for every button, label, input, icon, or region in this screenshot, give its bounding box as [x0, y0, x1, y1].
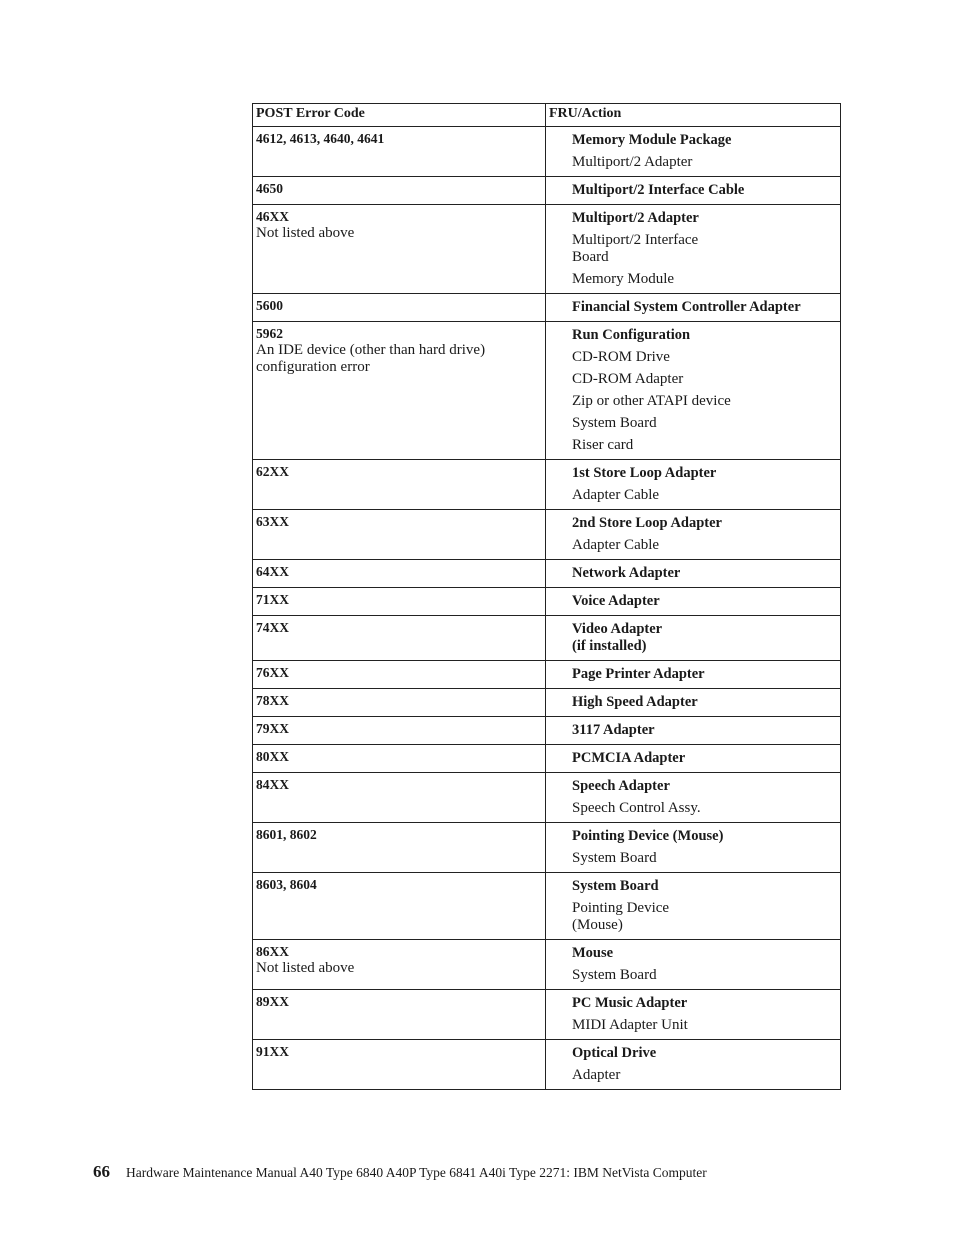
fru-action-cell: [546, 588, 841, 616]
post-error-table: [252, 103, 841, 1090]
fru-action-cell: [546, 689, 841, 717]
fru-item: Memory Module: [572, 271, 675, 287]
error-description: Not listed above: [256, 960, 355, 976]
error-code: 80XX: [256, 749, 289, 764]
table-row: [253, 1040, 841, 1090]
error-code: 8603, 8604: [256, 877, 317, 892]
header-fru-action: FRU/Action: [546, 104, 841, 127]
fru-item: Multiport/2 Adapter: [572, 154, 693, 170]
page-number: 66: [93, 1162, 110, 1181]
fru-item-primary: Optical Drive: [572, 1045, 657, 1061]
fru-item-primary: 2nd Store Loop Adapter: [572, 515, 722, 531]
fru-item-primary: 3117 Adapter: [572, 722, 655, 738]
post-code-cell: [253, 560, 546, 588]
fru-item-primary: Network Adapter: [572, 565, 681, 581]
table-row: [253, 873, 841, 940]
table-row: [253, 127, 841, 177]
error-code: 5962: [256, 326, 283, 341]
fru-action-cell: [546, 616, 841, 661]
fru-action-cell: [546, 460, 841, 510]
fru-item-primary: Speech Adapter: [572, 778, 670, 794]
fru-item-primary: System Board: [572, 878, 659, 894]
fru-item-primary: Multiport/2 Adapter: [572, 210, 699, 226]
fru-item: Adapter Cable: [572, 487, 660, 503]
error-code: 4650: [256, 181, 283, 196]
table-row: [253, 717, 841, 745]
post-code-cell: [253, 460, 546, 510]
table-row: [253, 616, 841, 661]
fru-action-cell: [546, 990, 841, 1040]
post-code-cell: [253, 717, 546, 745]
post-code-cell: [253, 205, 546, 294]
fru-item-primary: Memory Module Package: [572, 132, 732, 148]
fru-item: Speech Control Assy.: [572, 800, 701, 816]
fru-action-cell: [546, 127, 841, 177]
fru-item: System Board: [572, 850, 657, 866]
post-code-cell: [253, 616, 546, 661]
fru-item-primary: Page Printer Adapter: [572, 666, 705, 682]
post-code-cell: [253, 127, 546, 177]
fru-item: Riser card: [572, 437, 634, 453]
fru-action-cell: [546, 322, 841, 460]
fru-item-primary: Run Configuration: [572, 327, 691, 343]
fru-item: System Board: [572, 415, 657, 431]
error-code: 84XX: [256, 777, 289, 792]
fru-item: Adapter Cable: [572, 537, 660, 553]
post-code-cell: [253, 990, 546, 1040]
post-code-cell: [253, 322, 546, 460]
table-row: [253, 940, 841, 990]
fru-action-cell: [546, 1040, 841, 1090]
fru-item-primary: Pointing Device (Mouse): [572, 828, 724, 844]
fru-action-cell: [546, 205, 841, 294]
fru-action-cell: [546, 177, 841, 205]
error-code: 74XX: [256, 620, 289, 635]
fru-action-cell: [546, 745, 841, 773]
fru-action-cell: [546, 873, 841, 940]
post-code-cell: [253, 823, 546, 873]
fru-item-primary: Video Adapter (if installed): [572, 621, 663, 654]
post-code-cell: [253, 294, 546, 322]
error-code: 62XX: [256, 464, 289, 479]
error-code: 64XX: [256, 564, 289, 579]
table-row: [253, 773, 841, 823]
error-code: 46XX: [256, 209, 289, 224]
post-code-cell: [253, 689, 546, 717]
post-code-cell: [253, 661, 546, 689]
error-code: 91XX: [256, 1044, 289, 1059]
fru-item: Multiport/2 Interface Board: [572, 232, 699, 265]
table-body: [253, 127, 841, 1090]
fru-item-primary: Multiport/2 Interface Cable: [572, 182, 745, 198]
error-code: 4612, 4613, 4640, 4641: [256, 131, 385, 146]
table-row: [253, 205, 841, 294]
fru-item-primary: 1st Store Loop Adapter: [572, 465, 717, 481]
fru-item: CD-ROM Drive: [572, 349, 670, 365]
fru-action-cell: [546, 510, 841, 560]
fru-item-primary: Voice Adapter: [572, 593, 660, 609]
fru-item: System Board: [572, 967, 657, 983]
table-row: [253, 588, 841, 616]
table-row: [253, 745, 841, 773]
post-code-cell: [253, 510, 546, 560]
post-code-cell: [253, 745, 546, 773]
error-code: 63XX: [256, 514, 289, 529]
footer-title: Hardware Maintenance Manual A40 Type 6840 A40P Type 6841 A40i Type 2271: IBM NetVista Computer: [126, 1165, 707, 1180]
fru-action-cell: [546, 661, 841, 689]
post-code-cell: [253, 1040, 546, 1090]
page-footer: [93, 1162, 707, 1182]
error-code: 76XX: [256, 665, 289, 680]
post-code-cell: [253, 940, 546, 990]
error-code: 71XX: [256, 592, 289, 607]
post-code-cell: [253, 177, 546, 205]
error-code: 89XX: [256, 994, 289, 1009]
fru-item: Pointing Device (Mouse): [572, 900, 670, 933]
table-row: [253, 823, 841, 873]
table-row: [253, 510, 841, 560]
table-row: [253, 560, 841, 588]
fru-item-primary: PC Music Adapter: [572, 995, 688, 1011]
fru-action-cell: [546, 294, 841, 322]
fru-item: CD-ROM Adapter: [572, 371, 684, 387]
table-header-row: [253, 104, 841, 127]
fru-action-cell: [546, 717, 841, 745]
error-description: Not listed above: [256, 225, 355, 241]
error-code: 5600: [256, 298, 283, 313]
error-code: 78XX: [256, 693, 289, 708]
table-row: [253, 294, 841, 322]
fru-action-cell: [546, 773, 841, 823]
fru-action-cell: [546, 560, 841, 588]
post-code-cell: [253, 588, 546, 616]
table-row: [253, 990, 841, 1040]
fru-action-cell: [546, 940, 841, 990]
header-post-error-code: POST Error Code: [253, 104, 546, 127]
fru-item-primary: Financial System Controller Adapter: [572, 299, 801, 315]
post-code-cell: [253, 773, 546, 823]
error-code: 79XX: [256, 721, 289, 736]
fru-item: Zip or other ATAPI device: [572, 393, 731, 409]
table-row: [253, 460, 841, 510]
error-description: An IDE device (other than hard drive) configuration error: [256, 342, 486, 375]
fru-item-primary: PCMCIA Adapter: [572, 750, 686, 766]
error-code: 8601, 8602: [256, 827, 317, 842]
table-row: [253, 689, 841, 717]
post-code-cell: [253, 873, 546, 940]
fru-item: Adapter: [572, 1067, 621, 1083]
error-code: 86XX: [256, 944, 289, 959]
table-row: [253, 177, 841, 205]
table-row: [253, 322, 841, 460]
fru-item-primary: High Speed Adapter: [572, 694, 698, 710]
fru-item-primary: Mouse: [572, 945, 614, 961]
fru-action-cell: [546, 823, 841, 873]
fru-item: MIDI Adapter Unit: [572, 1017, 688, 1033]
table-row: [253, 661, 841, 689]
